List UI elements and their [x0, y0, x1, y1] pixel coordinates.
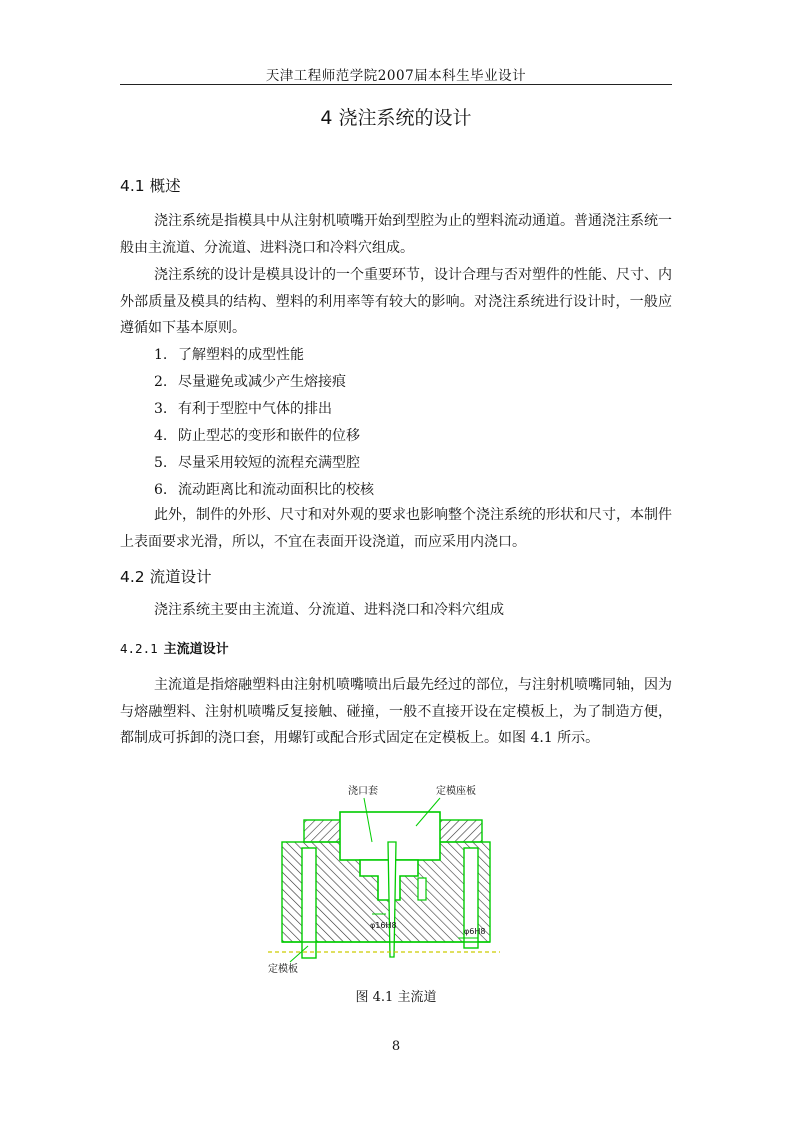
list-item	[154, 342, 374, 369]
list-text: 尽量避免或减少产生熔接痕	[178, 374, 346, 390]
paragraph-text: 此外，制件的外形、尺寸和对外观的要求也影响整个浇注系统的形状和尺寸，本制件上表面要求光滑，所以，不宜在表面开设浇道，而应采用内浇口。	[120, 507, 672, 550]
section-title-4-1: 4.1 概述	[120, 177, 181, 195]
list-text: 流动距离比和流动面积比的校核	[178, 482, 374, 498]
sprue-channel	[388, 842, 396, 957]
list-item	[154, 477, 374, 504]
figure-main-runner-drawing	[268, 782, 500, 980]
list-item	[154, 423, 374, 450]
label-dim-right: φ6H8	[464, 927, 486, 936]
list-number: 5.	[154, 455, 168, 471]
list-item	[154, 396, 374, 423]
header-rule	[120, 84, 672, 85]
figure-caption: 图 4.1 主流道	[355, 990, 437, 1005]
paragraph-text: 主流道是指熔融塑料由注射机喷嘴喷出后最先经过的部位，与注射机喷嘴同轴，因为与熔融塑料、注射机喷嘴反复接触、碰撞，一般不直接开设在定模板上，为了制造方便，都制成可拆卸的浇口套，用螺钉或配合形式固定在定模板上。如图 4.1 所示。	[120, 677, 672, 746]
list-text: 有利于型腔中气体的排出	[178, 401, 332, 417]
paragraph-runner-intro	[120, 597, 672, 624]
page-header: 天津工程师范学院2007届本科生毕业设计	[265, 68, 527, 84]
subsection-title-4-2-1	[120, 638, 229, 657]
locating-pin-shape	[418, 878, 426, 900]
list-item	[154, 369, 374, 396]
principles-list	[154, 342, 374, 504]
paragraph-overview-3	[120, 502, 672, 555]
page-number: 8	[391, 1039, 401, 1054]
paragraph-text: 浇注系统是指模具中从注射机喷嘴开始到型腔为止的塑料流动通道。普通浇注系统一般由主流道、分流道、进料浇口和冷料穴组成。	[120, 213, 672, 256]
label-clamp-plate: 定模座板	[436, 786, 476, 797]
list-number: 4.	[154, 428, 168, 444]
list-text: 了解塑料的成型性能	[178, 347, 304, 363]
list-text: 防止型芯的变形和嵌件的位移	[178, 428, 360, 444]
paragraph-text: 浇注系统主要由主流道、分流道、进料浇口和冷料穴组成	[154, 602, 504, 618]
paragraph-text: 浇注系统的设计是模具设计的一个重要环节，设计合理与否对塑件的性能、尺寸、内外部质量及模具的结构、塑料的利用率等有较大的影响。对浇注系统进行设计时，一般应遵循如下基本原则。	[120, 267, 672, 336]
section-title-4-2: 4.2 流道设计	[120, 568, 212, 586]
paragraph-overview-2	[120, 262, 672, 342]
chapter-title: 4 浇注系统的设计	[320, 107, 472, 129]
label-dim-left: φ16H8	[370, 921, 397, 930]
paragraph-overview-1	[120, 208, 672, 261]
list-number: 2.	[154, 374, 168, 390]
list-number: 6.	[154, 482, 168, 498]
subsection-number: 4.2.1	[120, 641, 158, 656]
list-number: 1.	[154, 347, 168, 363]
list-item	[154, 450, 374, 477]
paragraph-main-runner	[120, 672, 672, 752]
label-fixed-plate: 定模板	[268, 964, 298, 975]
subsection-label: 主流道设计	[163, 642, 229, 657]
list-text: 尽量采用较短的流程充满型腔	[178, 455, 360, 471]
list-number: 3.	[154, 401, 168, 417]
label-sprue-bushing: 浇口套	[348, 786, 378, 797]
